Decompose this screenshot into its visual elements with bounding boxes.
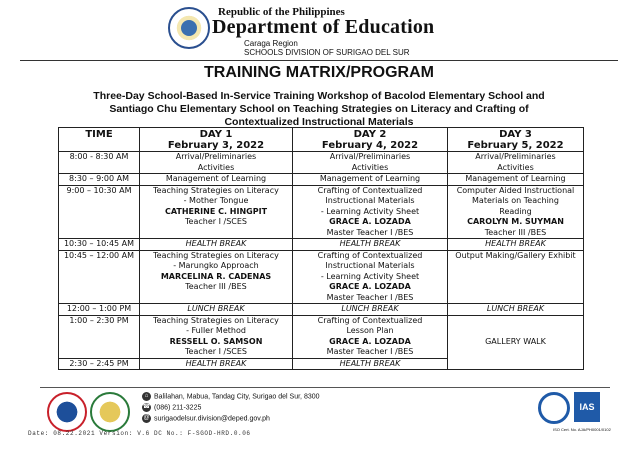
day2-cell: HEALTH BREAK bbox=[293, 239, 448, 251]
speaker-name: RESSELL O. SAMSON bbox=[169, 336, 263, 346]
division-logo-icon bbox=[90, 392, 130, 432]
speaker-name: GRACE A. LOZADA bbox=[329, 336, 411, 346]
speaker-position: Master Teacher I /BES bbox=[326, 347, 414, 356]
day3-label: DAY 3 bbox=[499, 129, 532, 140]
speaker-name: MARCELINA R. CADENAS bbox=[160, 271, 272, 281]
session-topic: Teaching Strategies on Literacy bbox=[153, 250, 279, 260]
session-topic: Reading bbox=[499, 206, 532, 216]
subtitle-line: Contextualized Instructional Materials bbox=[224, 116, 414, 128]
address-text: Balilahan, Mabua, Tandag City, Surigao del Sur, 8300 bbox=[154, 393, 320, 401]
time-cell: 10:30 – 10:45 AM bbox=[59, 239, 140, 251]
session-topic: Computer Aided Instructional bbox=[456, 185, 575, 195]
footer-address bbox=[142, 392, 320, 401]
speaker-name: GRACE A. LOZADA bbox=[329, 282, 411, 291]
session-subtopic: - Learning Activity Sheet bbox=[320, 206, 420, 216]
subtitle-line: Santiago Chu Elementary School on Teaching Strategies on Literacy and Crafting of bbox=[109, 103, 529, 115]
day3-cell: Output Making/Gallery Exhibit bbox=[448, 250, 584, 304]
day3-date: February 5, 2022 bbox=[467, 140, 564, 151]
day1-cell: HEALTH BREAK bbox=[140, 358, 293, 370]
session-topic: Crafting of Contextualized bbox=[317, 250, 423, 260]
deped-logo-icon bbox=[47, 392, 87, 432]
day3-cell: Management of Learning bbox=[448, 174, 584, 186]
location-icon: ⌂ bbox=[142, 392, 151, 401]
table-header-row bbox=[59, 128, 584, 152]
table-row bbox=[59, 174, 584, 186]
republic-label: Republic of the Philippines bbox=[218, 6, 345, 18]
day1-label: DAY 1 bbox=[199, 129, 233, 140]
header-time: TIME bbox=[59, 128, 140, 152]
day1-cell bbox=[140, 185, 293, 239]
department-name: Department of Education bbox=[212, 16, 435, 38]
session-subtopic: - Marungko Approach bbox=[173, 261, 259, 270]
header-day3 bbox=[448, 128, 584, 152]
session-subtopic: - Mother Tongue bbox=[183, 196, 249, 205]
table-row bbox=[59, 250, 584, 304]
training-matrix-table bbox=[58, 127, 584, 370]
speaker-position: Teacher I /SCES bbox=[185, 347, 247, 356]
table-row bbox=[59, 239, 584, 251]
day2-date: February 4, 2022 bbox=[321, 140, 419, 151]
speaker-position: Teacher I /SCES bbox=[185, 217, 247, 226]
day2-cell bbox=[293, 185, 448, 239]
session-topic: Lesson Plan bbox=[346, 326, 394, 335]
letterhead bbox=[0, 0, 638, 58]
subtitle-line: Three-Day School-Based In-Service Training Workshop of Bacolod Elementary School and bbox=[93, 90, 545, 102]
phone-text: (086) 211-3225 bbox=[154, 404, 202, 412]
time-cell: 12:00 – 1:00 PM bbox=[59, 304, 140, 316]
activity-line: Activities bbox=[497, 162, 534, 172]
document-control-info: Date: 08.22.2021 Version: V.6 DC No.: F-SGOD-HRD.0.06 bbox=[28, 430, 251, 437]
speaker-position: Teacher III /BES bbox=[185, 282, 247, 291]
email-icon: @ bbox=[143, 415, 150, 421]
session-topic: Teaching Strategies on Literacy bbox=[153, 185, 279, 195]
footer-phone bbox=[142, 403, 201, 412]
day2-label: DAY 2 bbox=[353, 129, 387, 140]
day1-cell bbox=[140, 152, 293, 174]
activity-line: Activities bbox=[351, 162, 389, 172]
speaker-name: GRACE A. LOZADA bbox=[329, 217, 411, 226]
phone-icon: ☎ bbox=[142, 404, 151, 410]
footer-divider bbox=[40, 387, 610, 388]
time-cell: 1:00 – 2:30 PM bbox=[59, 315, 140, 358]
deped-seal-icon bbox=[168, 7, 210, 49]
day3-cell: GALLERY WALK bbox=[448, 315, 584, 370]
speaker-position: Master Teacher I /BES bbox=[326, 227, 414, 237]
session-topic: Materials on Teaching bbox=[472, 196, 559, 205]
session-subtopic: - Fuller Method bbox=[186, 326, 246, 335]
day1-cell: LUNCH BREAK bbox=[140, 304, 293, 316]
activity-line: Activities bbox=[197, 162, 235, 172]
session-topic: Teaching Strategies on Literacy bbox=[153, 315, 279, 325]
time-cell: 10:45 – 12:00 AM bbox=[59, 250, 140, 304]
day1-date: February 3, 2022 bbox=[167, 140, 265, 151]
day2-cell: HEALTH BREAK bbox=[293, 358, 448, 370]
table-row bbox=[59, 304, 584, 316]
session-topic: Crafting of Contextualized bbox=[317, 185, 423, 195]
table-row bbox=[59, 152, 584, 174]
region-label: Caraga Region bbox=[244, 39, 298, 48]
session-topic: Instructional Materials bbox=[325, 261, 415, 270]
header-divider bbox=[20, 60, 618, 61]
day3-cell: HEALTH BREAK bbox=[448, 239, 584, 251]
activity-line: Arrival/Preliminaries bbox=[175, 152, 257, 161]
time-cell: 9:00 – 10:30 AM bbox=[59, 185, 140, 239]
table-row bbox=[59, 185, 584, 239]
day2-cell bbox=[293, 250, 448, 304]
speaker-name: CATHERINE C. HINGPIT bbox=[164, 206, 268, 216]
email-text[interactable]: surigaodelsur.division@deped.gov.ph bbox=[154, 415, 270, 423]
table-row bbox=[59, 315, 584, 358]
activity-line: Arrival/Preliminaries bbox=[329, 152, 411, 161]
day3-cell bbox=[448, 152, 584, 174]
session-topic: Instructional Materials bbox=[325, 196, 415, 205]
speaker-position: Master Teacher I /BES bbox=[326, 292, 414, 302]
day1-cell: HEALTH BREAK bbox=[140, 239, 293, 251]
header-day2 bbox=[293, 128, 448, 152]
speaker-position: Teacher III /BES bbox=[484, 227, 547, 237]
day2-cell bbox=[293, 152, 448, 174]
certification-number: ISO Cert. No. AJA/PH0001/0102 bbox=[553, 427, 611, 432]
session-subtopic: - Learning Activity Sheet bbox=[320, 271, 420, 281]
page-title: TRAINING MATRIX/PROGRAM bbox=[204, 64, 434, 81]
day1-cell bbox=[140, 250, 293, 304]
page-subtitle bbox=[22, 90, 616, 129]
day1-cell: Management of Learning bbox=[140, 174, 293, 186]
time-cell: 2:30 – 2:45 PM bbox=[59, 358, 140, 370]
day3-cell: LUNCH BREAK bbox=[448, 304, 584, 316]
iso-certification-icon bbox=[538, 392, 570, 424]
day2-cell: LUNCH BREAK bbox=[293, 304, 448, 316]
day2-cell: Management of Learning bbox=[293, 174, 448, 186]
footer-email bbox=[142, 414, 270, 423]
day1-cell bbox=[140, 315, 293, 358]
activity-line: Arrival/Preliminaries bbox=[475, 152, 556, 161]
day3-cell bbox=[448, 185, 584, 239]
ias-badge: IAS bbox=[574, 392, 600, 422]
division-label: SCHOOLS DIVISION OF SURIGAO DEL SUR bbox=[244, 48, 410, 57]
session-topic: Crafting of Contextualized bbox=[317, 315, 423, 325]
speaker-name: CAROLYN M. SUYMAN bbox=[467, 217, 564, 226]
day2-cell bbox=[293, 315, 448, 358]
header-day1 bbox=[140, 128, 293, 152]
time-cell: 8:00 - 8:30 AM bbox=[59, 152, 140, 174]
time-cell: 8:30 – 9:00 AM bbox=[59, 174, 140, 186]
